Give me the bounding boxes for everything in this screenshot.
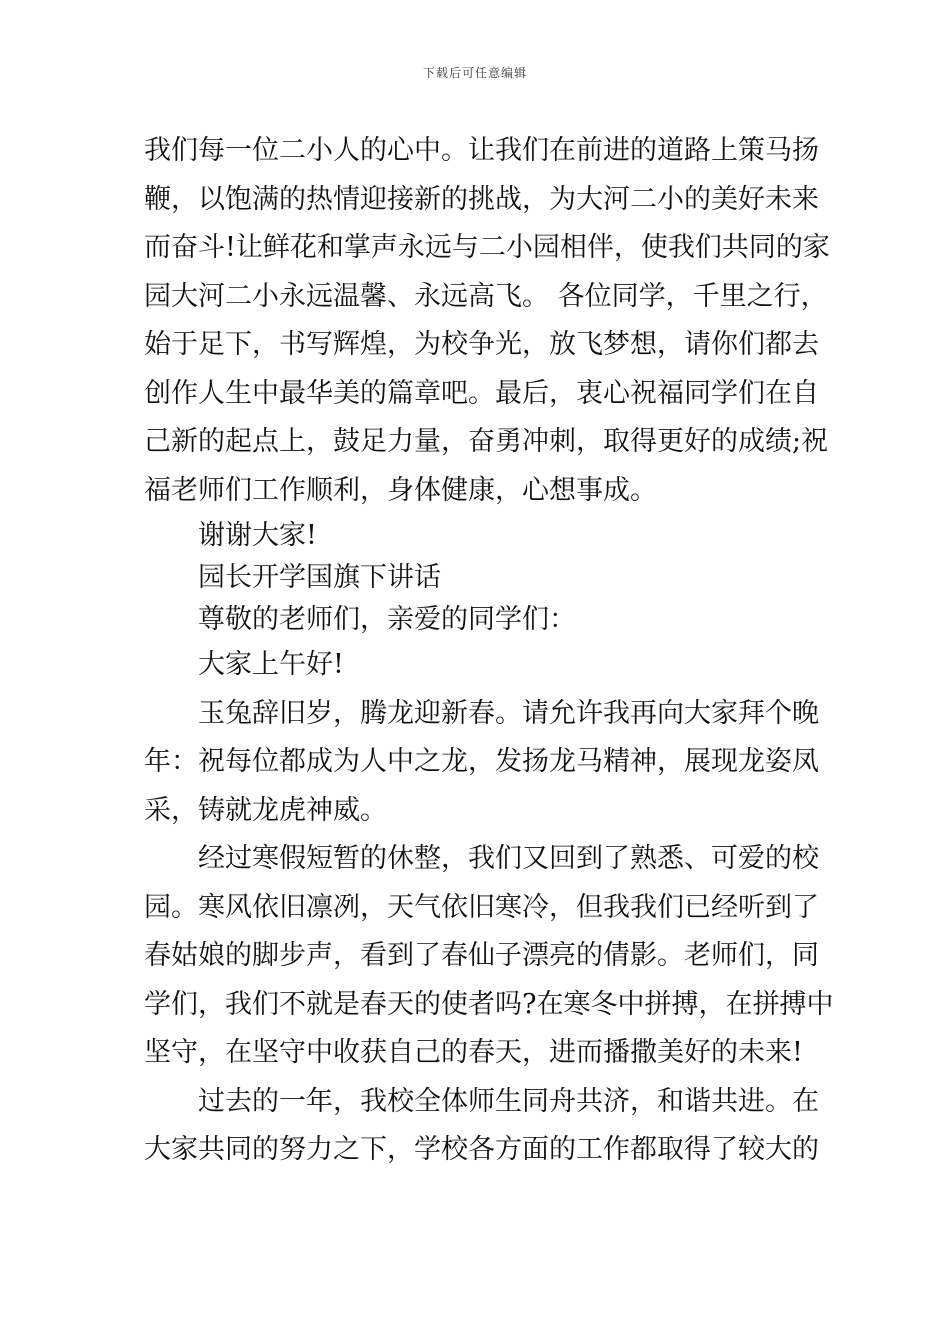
text-line: 始于足下，书写辉煌，为校争光，放飞梦想，请你们都去 — [144, 329, 819, 360]
text-line: 大家共同的努力之下，学校各方面的工作都取得了较大的 — [144, 1134, 819, 1165]
text-line: 学们，我们不就是春天的使者吗?在寒冬中拼搏，在拼搏中 — [144, 988, 834, 1020]
text-line: 谢谢大家! — [198, 520, 317, 551]
speech-title: 园长开学国旗下讲话 — [198, 562, 441, 593]
text-line: 园。寒风依旧凛冽，天气依旧寒冷，但我我们已经听到了 — [144, 891, 819, 923]
text-line: 而奋斗!让鲜花和掌声永远与二小园相伴，使我们共同的家 — [144, 232, 830, 263]
text-line: 福老师们工作顺利，身体健康，心想事成。 — [144, 474, 657, 506]
text-line: 经过寒假短暂的休整，我们又回到了熟悉、可爱的校 — [198, 843, 819, 874]
text-line: 我们每一位二小人的心中。让我们在前进的道路上策马扬 — [144, 135, 819, 166]
text-line: 己新的起点上，鼓足力量，奋勇冲刺，取得更好的成绩;祝 — [144, 426, 829, 457]
text-line: 玉兔辞旧岁，腾龙迎新春。请允许我再向大家拜个晚 — [198, 697, 819, 729]
text-line: 园大河二小永远温馨、永远高飞。 各位同学，千里之行， — [144, 280, 828, 312]
text-line: 创作人生中最华美的篇章吧。最后，衷心祝福同学们在自 — [144, 377, 819, 409]
text-line: 采，铸就龙虎神威。 — [144, 794, 387, 826]
page-header: 下载后可任意编辑 — [422, 66, 527, 80]
text-line: 过去的一年，我校全体师生同舟共济，和谐共进。在 — [198, 1085, 819, 1117]
text-line: 鞭，以饱满的热情迎接新的挑战，为大河二小的美好未来 — [144, 183, 819, 215]
text-line: 年：祝每位都成为人中之龙，发扬龙马精神，展现龙姿凤 — [144, 746, 819, 777]
document-body — [144, 127, 834, 1175]
text-line: 坚守，在坚守中收获自己的春天，进而播撒美好的未来! — [144, 1037, 803, 1068]
text-line: 春姑娘的脚步声，看到了春仙子漂亮的倩影。老师们，同 — [144, 940, 819, 971]
greeting: 大家上午好! — [198, 649, 344, 680]
salutation: 尊敬的老师们，亲爱的同学们： — [198, 604, 576, 635]
